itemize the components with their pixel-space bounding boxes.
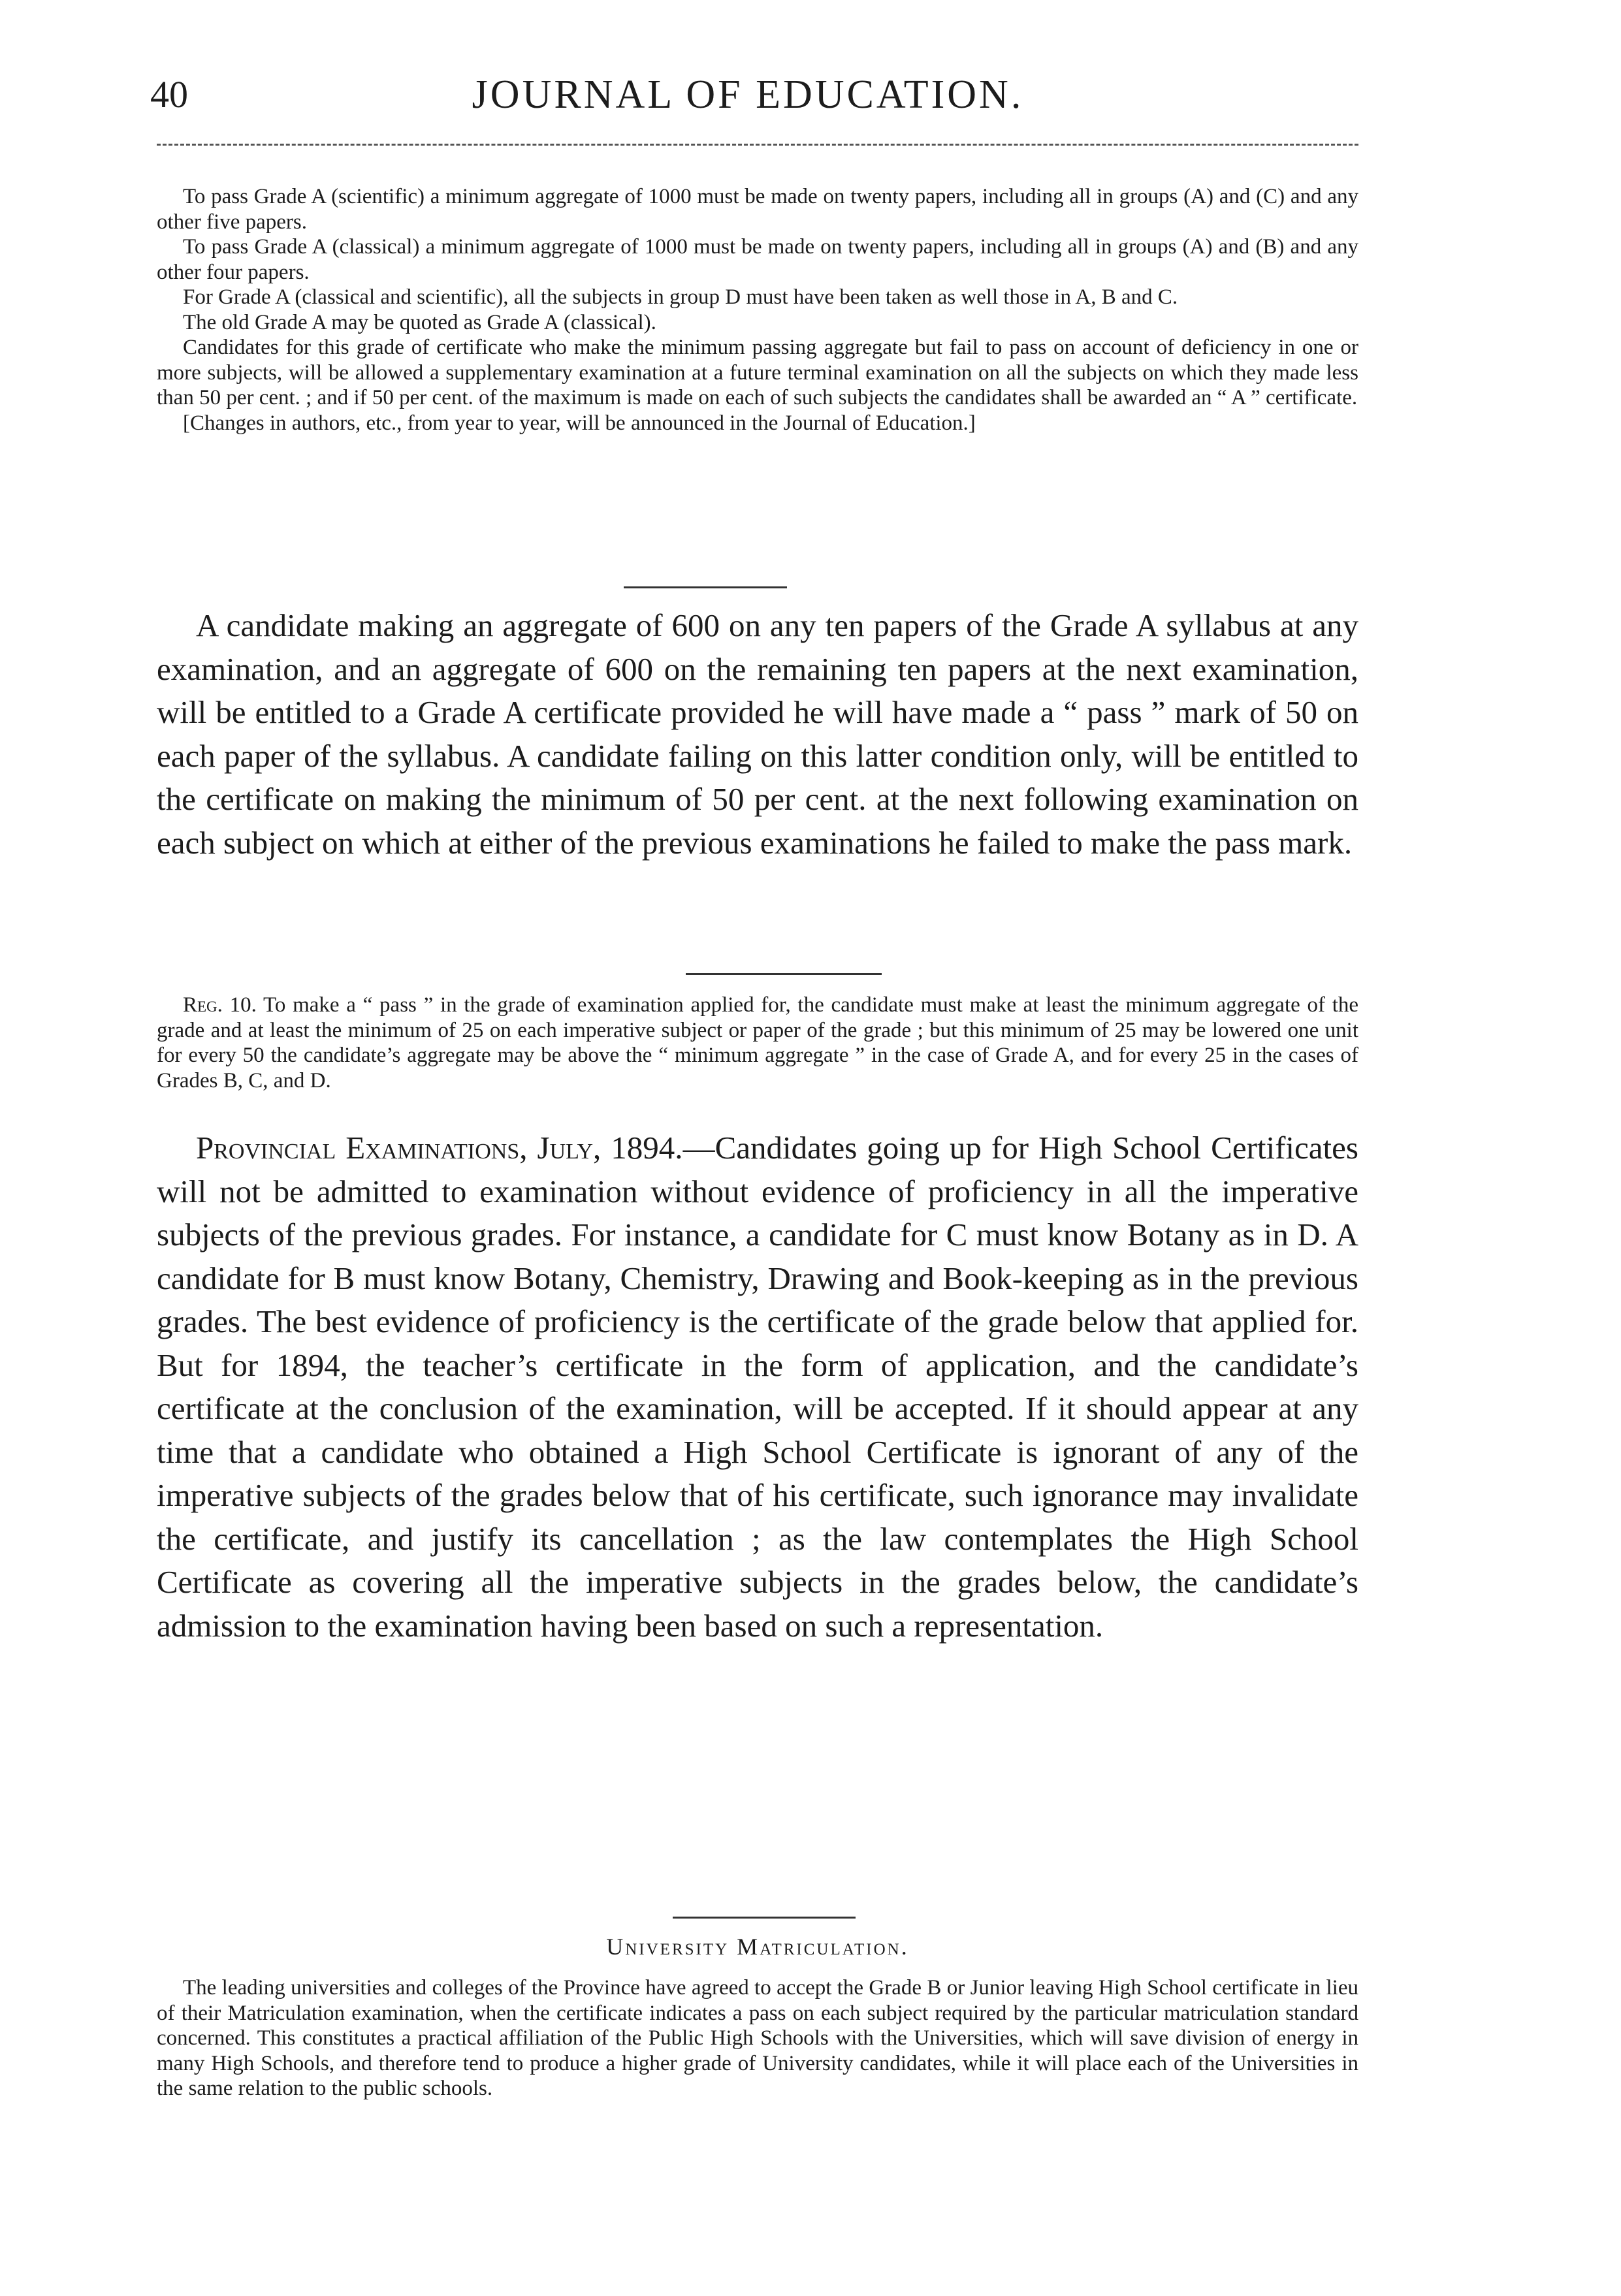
regulation-text: To make a “ pass ” in the grade of examination applied for, the candidate must make at least the minimum aggregate of the grade and at least the minimum of 25 on each imperative subject or paper of the grade ; but this minimum of 25 may be lowered one unit for every 50 the candidate’s aggregate may be above the “ minimum aggregate ” in the case of Grade A, and for every 25 in the cases of Grades B, C, and D. bbox=[157, 993, 1359, 1092]
page-number: 40 bbox=[150, 73, 188, 116]
regulation-section bbox=[157, 993, 1358, 1093]
note-old-grade: The old Grade A may be quoted as Grade A (classical). bbox=[183, 310, 656, 334]
note-group-d: For Grade A (classical and scientific), all the subjects in group D must have been taken as well those in A, B and C. bbox=[183, 285, 1178, 309]
regulation-paragraph bbox=[157, 993, 1358, 1093]
grade-a-notes bbox=[157, 184, 1358, 436]
header-rule bbox=[157, 144, 1358, 146]
provincial-section bbox=[157, 1126, 1358, 1648]
regulation-label: Reg. 10. bbox=[183, 993, 257, 1017]
provincial-paragraph bbox=[157, 1126, 1358, 1648]
matriculation-heading: University Matriculation. bbox=[606, 1934, 909, 1960]
matriculation-section bbox=[157, 1975, 1358, 2101]
provincial-lead: Provincial Examinations, July, 1894. bbox=[196, 1130, 683, 1166]
note-supplementary: Candidates for this grade of certificate who make the minimum passing aggregate but fail to pass on account of deficiency in one or more subjects, will be allowed a supplementary examination at a future terminal examination on all the subjects on which they made less than 50 per cent. ; and if 50 per cent. of the maximum is made on each of such subjects the candidates shall be awarded an “ A ” certificate. bbox=[157, 336, 1358, 409]
matriculation-paragraph: The leading universities and colleges of the Province have agreed to accept the Grade B or Junior leaving High School certificate in lieu of their Matriculation examination, when the certificate indicates a pass on each subject required by the particular matriculation standard concerned. This constitutes a practical affiliation of the Public High Schools with the Universities, which will save division of energy in many High Schools, and therefore tend to produce a higher grade of University candidates, while it will place each of the Universities in the same relation to the public schools. bbox=[157, 1976, 1358, 2100]
note-changes: [Changes in authors, etc., from year to year, will be announced in the Journal of Education.] bbox=[183, 411, 976, 435]
section-rule bbox=[686, 973, 882, 975]
aggregate-section bbox=[157, 604, 1358, 865]
provincial-text: —Candidates going up for High School Certificates will not be admitted to examination without evidence of proficiency in all the imperative subjects of the previous grades. For instance, a candidate for C must know Botany as in D. A candidate for B must know Botany, Chemistry, Drawing and Book-keeping as in the previous grades. The best evidence of proficiency is the certificate of the grade below that applied for. But for 1894, the teacher’s certificate in the form of application, and the candidate’s certificate at the conclusion of the examination, will be accepted. If it should appear at any time that a candidate who obtained a High School Certificate is ignorant of any of the imperative subjects of the grades below that of his certificate, such ignorance may invalidate the certificate, and justify its cancellation ; as the law contemplates the High School Certificate as covering all the imperative subjects in the grades below, the candidate’s admission to the examination having been based on such a representation. bbox=[157, 1130, 1358, 1644]
aggregate-paragraph: A candidate making an aggregate of 600 on any ten papers of the Grade A syllabus at any examination, and an aggregate of 600 on the remaining ten papers at the next examination, will be entitled to a Grade A certificate provided he will have made a “ pass ” mark of 50 on each paper of the syllabus. A candidate failing on this latter condition only, will be entitled to the certificate on making the minimum of 50 per cent. at the next following examination on each subject on which at either of the previous examinations he failed to make the pass mark. bbox=[157, 607, 1358, 861]
note-classical: To pass Grade A (classical) a minimum aggregate of 1000 must be made on twenty papers, including all in groups (A) and (B) and any other four papers. bbox=[157, 235, 1358, 284]
running-title: JOURNAL OF EDUCATION. bbox=[472, 72, 1024, 117]
section-rule bbox=[673, 1917, 856, 1919]
page-header bbox=[150, 65, 1345, 124]
note-scientific: To pass Grade A (scientific) a minimum aggregate of 1000 must be made on twenty papers, including all in groups (A) and (C) and any other five papers. bbox=[157, 185, 1358, 234]
section-rule bbox=[624, 586, 787, 588]
